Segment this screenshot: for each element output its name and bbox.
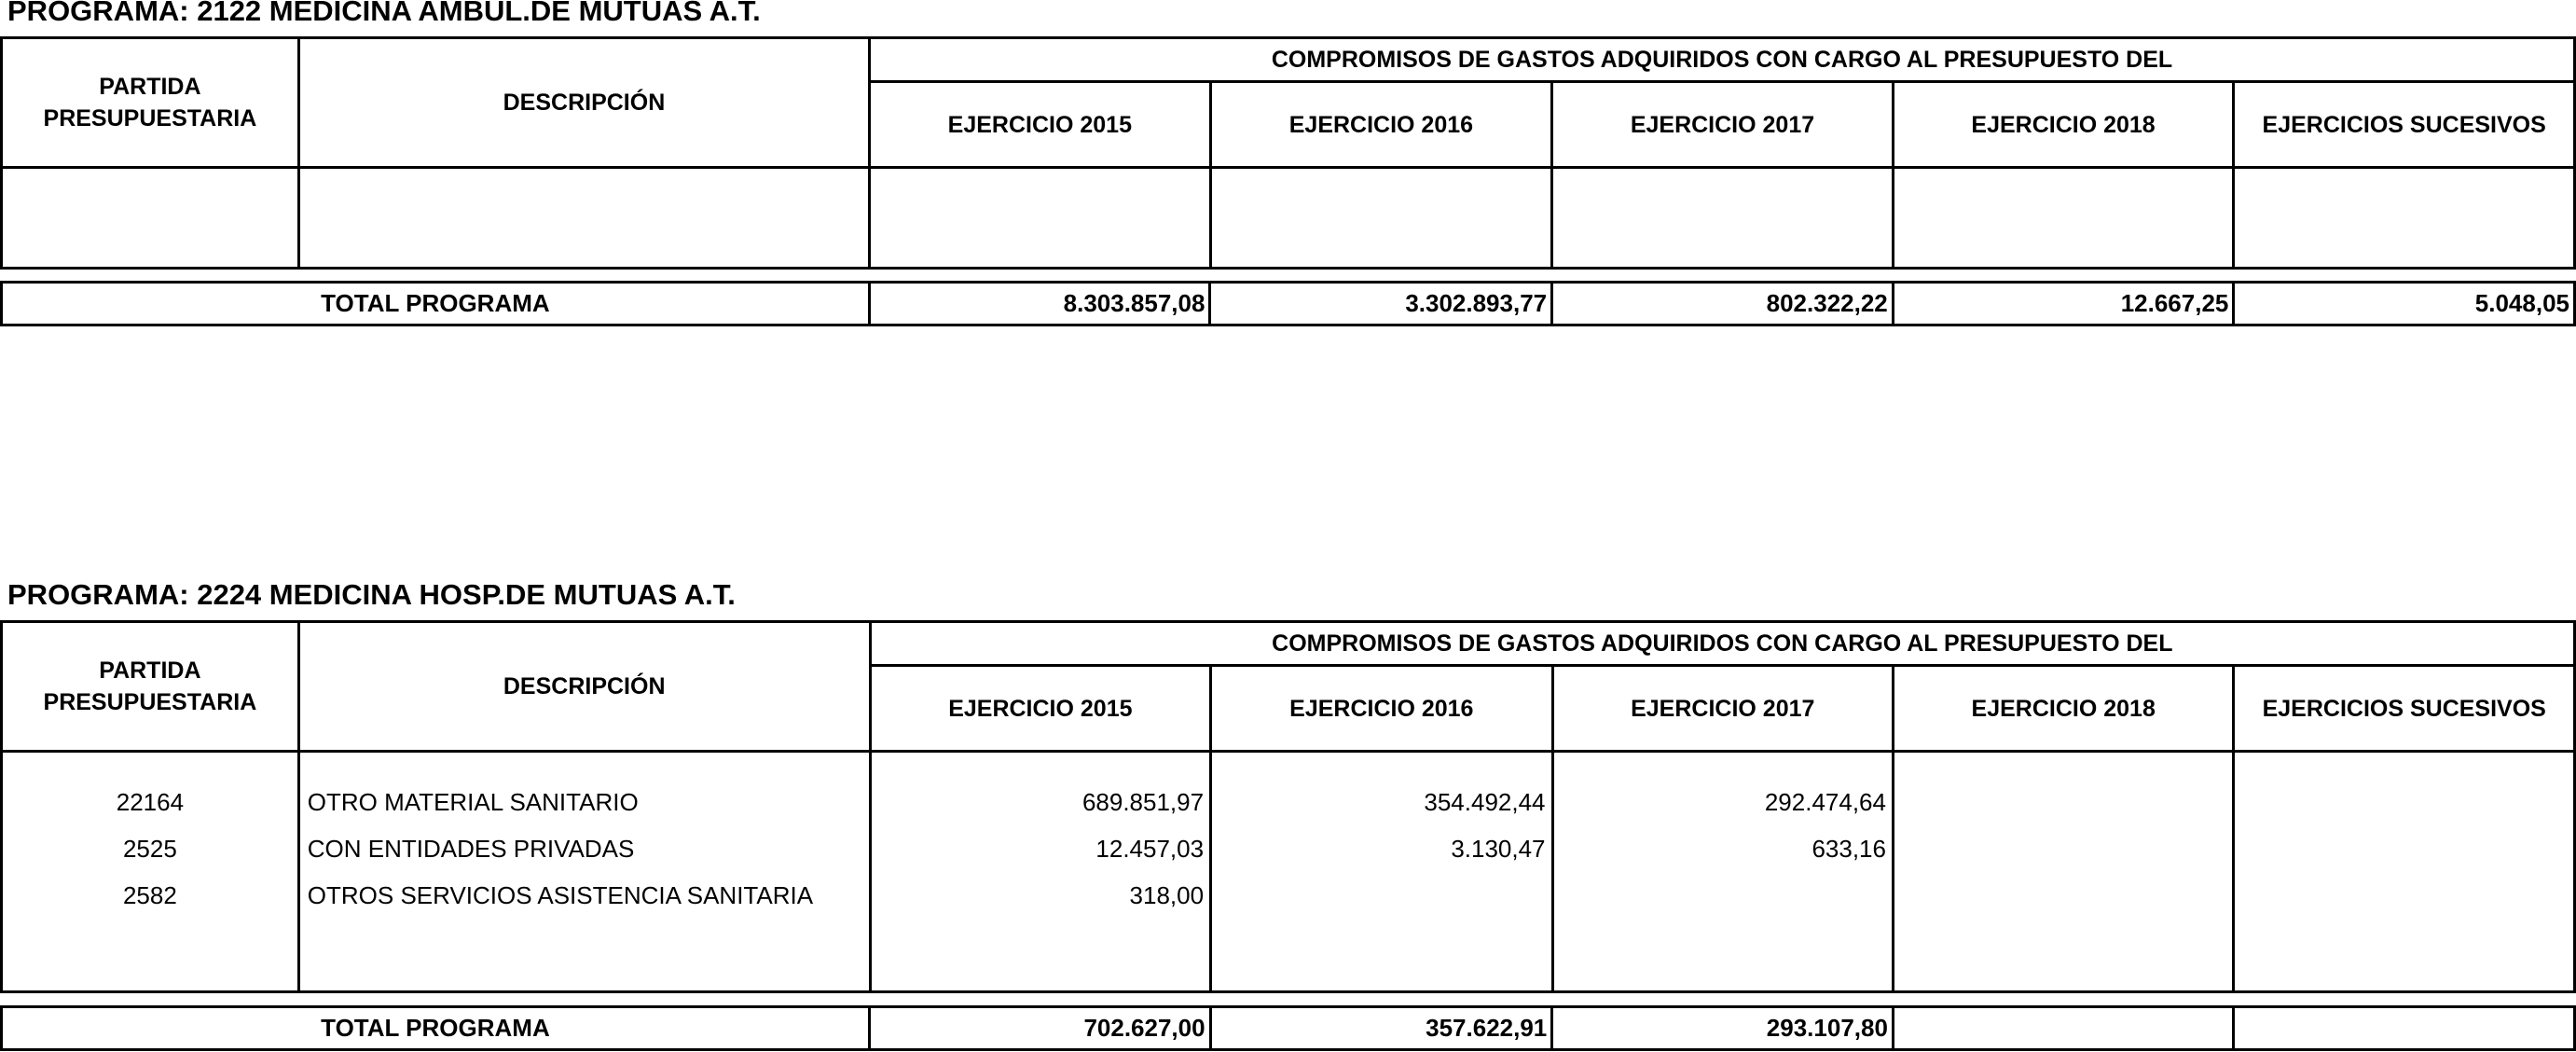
header-ejercicio-2018: EJERCICIO 2018 — [1893, 82, 2234, 168]
amount-cell — [1894, 872, 2232, 919]
total-value-2018: 12.667,25 — [1893, 283, 2234, 325]
descripcion-column — [298, 752, 870, 992]
total-value-2016: 3.302.893,77 — [1210, 283, 1552, 325]
program-title: PROGRAMA: 2122 MEDICINA AMBUL.DE MUTUAS A.T. — [7, 0, 761, 27]
descripcion-text: OTROS SERVICIOS ASISTENCIA SANITARIA — [307, 881, 814, 909]
descripcion-text: CON ENTIDADES PRIVADAS — [307, 835, 635, 863]
total-value-2018 — [1893, 1007, 2234, 1050]
header-ejercicios-sucesivos: EJERCICIOS SUCESIVOS — [2234, 82, 2575, 168]
header-ejercicio-2018: EJERCICIO 2018 — [1893, 666, 2233, 752]
header-ejercicio-2015: EJERCICIO 2015 — [870, 82, 1211, 168]
total-value-2015: 702.627,00 — [869, 1007, 1210, 1050]
amount-cell — [2235, 779, 2573, 825]
amount-cell — [1554, 872, 1892, 919]
amount-cell: 12.457,03 — [1095, 835, 1205, 863]
total-label: TOTAL PROGRAMA — [2, 1007, 870, 1050]
total-table — [0, 281, 2576, 326]
ejercicio-2017-column — [1552, 752, 1893, 992]
header-ejercicio-2017: EJERCICIO 2017 — [1552, 82, 1894, 168]
cell-empty — [870, 168, 1211, 269]
table-body — [2, 752, 2575, 992]
total-value-2015: 8.303.857,08 — [869, 283, 1210, 325]
cell-empty — [2, 168, 299, 269]
amount-cell: 318,00 — [1129, 881, 1205, 909]
total-value-sucesivos: 5.048,05 — [2234, 283, 2575, 325]
amount-cell — [1894, 779, 2232, 825]
amount-cell: 633,16 — [1811, 835, 1886, 863]
amount-cell — [2235, 825, 2573, 872]
header-partida: PARTIDA PRESUPUESTARIA — [2, 38, 299, 168]
header-ejercicio-2017: EJERCICIO 2017 — [1552, 666, 1893, 752]
total-table — [0, 1005, 2576, 1051]
header-descripcion: DESCRIPCIÓN — [298, 38, 869, 168]
descripcion-text: OTRO MATERIAL SANITARIO — [307, 788, 639, 816]
ejercicios-sucesivos-column — [2234, 752, 2575, 992]
amount-cell: 3.130,47 — [1451, 835, 1546, 863]
header-ejercicio-2015: EJERCICIO 2015 — [870, 666, 1210, 752]
header-ejercicio-2016: EJERCICIO 2016 — [1210, 82, 1552, 168]
partida-code: 22164 — [116, 788, 185, 816]
total-row — [2, 283, 2575, 325]
cell-empty — [298, 168, 869, 269]
ejercicio-2016-column — [1211, 752, 1552, 992]
total-row — [2, 1007, 2575, 1050]
amount-cell: 689.851,97 — [1081, 788, 1205, 816]
amount-cell: 292.474,64 — [1764, 788, 1886, 816]
ejercicio-2015-column — [870, 752, 1210, 992]
commitments-table — [0, 36, 2576, 270]
amount-cell — [1212, 872, 1550, 919]
partida-code: 2582 — [122, 881, 177, 909]
cell-empty — [1210, 168, 1552, 269]
commitments-table — [0, 620, 2576, 993]
total-value-2017: 293.107,80 — [1552, 1007, 1894, 1050]
total-value-2016: 357.622,91 — [1210, 1007, 1552, 1050]
header-compromisos: COMPROMISOS DE GASTOS ADQUIRIDOS CON CARGO AL PRESUPUESTO DEL — [870, 622, 2574, 666]
partida-code: 2525 — [122, 835, 177, 863]
header-partida: PARTIDA PRESUPUESTARIA — [2, 622, 299, 752]
header-descripcion: DESCRIPCIÓN — [298, 622, 870, 752]
cell-empty — [2234, 168, 2575, 269]
ejercicio-2018-column — [1893, 752, 2233, 992]
total-value-2017: 802.322,22 — [1552, 283, 1894, 325]
header-ejercicios-sucesivos: EJERCICIOS SUCESIVOS — [2234, 666, 2575, 752]
header-compromisos: COMPROMISOS DE GASTOS ADQUIRIDOS CON CARGO AL PRESUPUESTO DEL — [870, 38, 2575, 82]
empty-body-row — [2, 168, 2575, 269]
program-title: PROGRAMA: 2224 MEDICINA HOSP.DE MUTUAS A.T. — [7, 578, 736, 611]
cell-empty — [1893, 168, 2234, 269]
partida-column — [2, 752, 299, 992]
amount-cell — [2235, 872, 2573, 919]
amount-cell: 354.492,44 — [1424, 788, 1546, 816]
amount-cell — [1894, 825, 2232, 872]
header-ejercicio-2016: EJERCICIO 2016 — [1211, 666, 1552, 752]
total-value-sucesivos — [2234, 1007, 2575, 1050]
total-label: TOTAL PROGRAMA — [2, 283, 870, 325]
cell-empty — [1552, 168, 1894, 269]
